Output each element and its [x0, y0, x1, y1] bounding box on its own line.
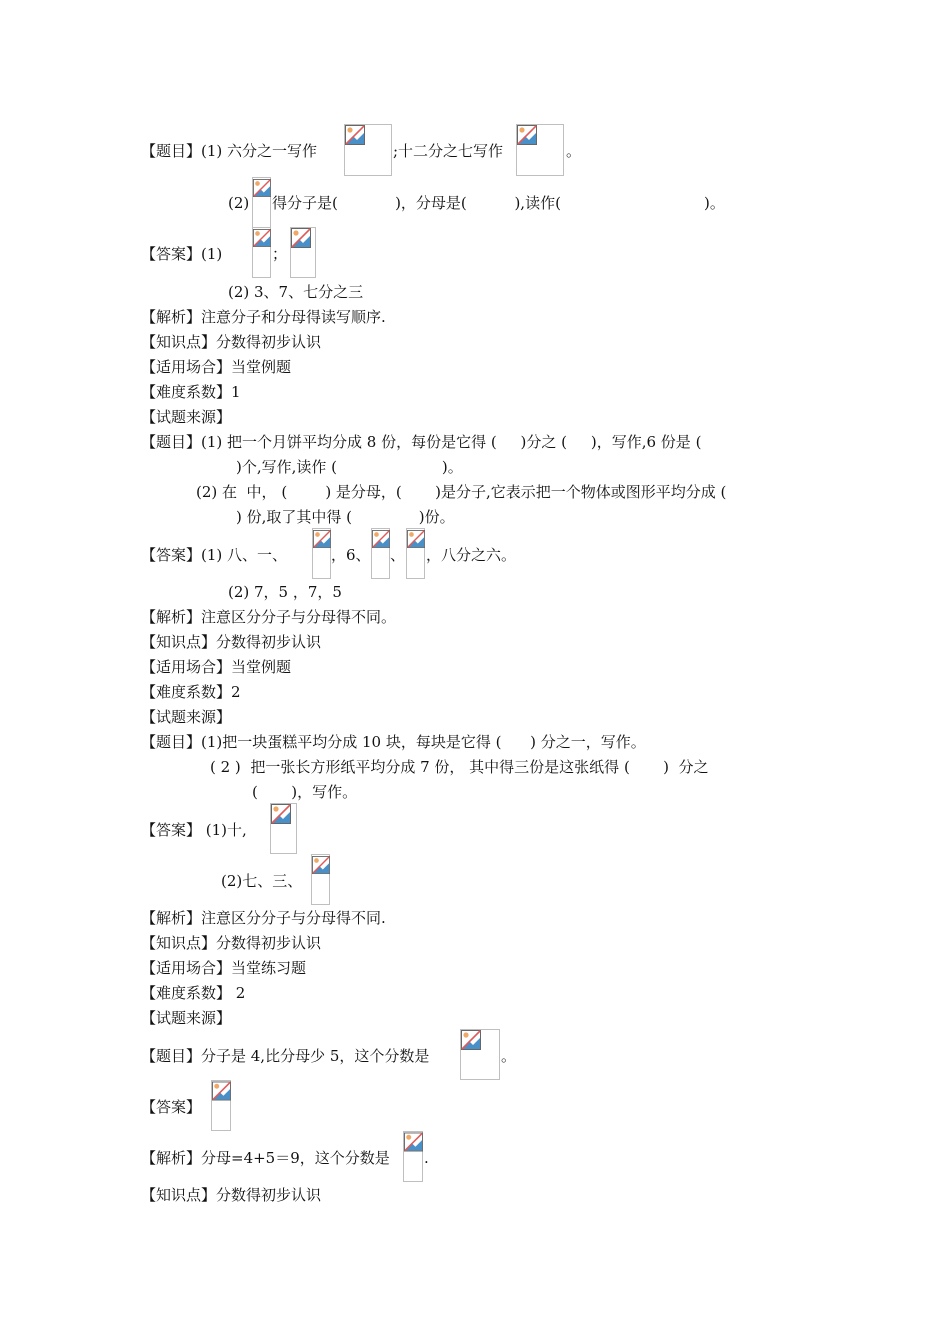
q3-scene: 【适用场合】当堂练习题	[141, 959, 307, 977]
fraction-image	[290, 227, 316, 278]
q3-title-line1: 【题目】(1)把一块蛋糕平均分成 10 块，每块是它得 ( ) 分之一，写作。	[141, 733, 646, 751]
fraction-image	[311, 854, 330, 905]
broken-image-icon	[407, 529, 425, 549]
q1-difficulty: 【难度系数】1	[141, 383, 241, 401]
q1-title-part2: ;十二分之七写作	[393, 142, 504, 160]
broken-image-icon	[345, 125, 365, 145]
broken-image-icon	[291, 228, 311, 248]
q2-source: 【试题来源】	[141, 708, 232, 726]
fraction-image	[252, 227, 271, 278]
q3-source: 【试题来源】	[141, 1009, 232, 1027]
q2-answer-2: (2) 7，5 ，7，5	[228, 583, 342, 601]
fraction-image	[406, 528, 425, 579]
fraction-image	[403, 1131, 423, 1182]
fraction-image	[270, 803, 297, 854]
q1-answer-2: (2) 3、7、七分之三	[228, 283, 364, 301]
q1-sub2-label: (2)	[228, 194, 250, 212]
broken-image-icon	[313, 529, 331, 549]
broken-image-icon	[517, 125, 537, 145]
q2-title-line3: (2) 在 中， ( ) 是分母，( )是分子,它表示把一个物体或图形平均分成 (	[196, 483, 727, 501]
fraction-image	[460, 1029, 500, 1080]
q2-answer-part2: ，6、	[331, 546, 371, 564]
q2-knowledge: 【知识点】分数得初步认识	[141, 633, 322, 651]
broken-image-icon	[461, 1030, 481, 1050]
q4-title-part1: 【题目】分子是 4,比分母少 5，这个分数是	[141, 1047, 430, 1065]
fraction-image	[344, 124, 392, 176]
q2-scene: 【适用场合】当堂例题	[141, 658, 292, 676]
q3-answer-2: (2)七、三、	[221, 872, 303, 890]
broken-image-icon	[312, 855, 330, 875]
q2-title-line4: ) 份,取了其中得 ( )份。	[236, 508, 455, 526]
q1-scene: 【适用场合】当堂例题	[141, 358, 292, 376]
q2-answer-label: 【答案】(1) 八、一、	[141, 546, 288, 564]
q3-difficulty: 【难度系数】 2	[141, 984, 246, 1002]
q2-title-line2: )个,写作,读作 ( )。	[236, 458, 463, 476]
q2-answer-part4: ，八分之六。	[426, 546, 517, 564]
q3-answer-label: 【答案】 (1)十,	[141, 821, 247, 839]
broken-image-icon	[212, 1081, 231, 1101]
broken-image-icon	[404, 1132, 423, 1152]
q3-knowledge: 【知识点】分数得初步认识	[141, 934, 322, 952]
q1-knowledge: 【知识点】分数得初步认识	[141, 333, 322, 351]
q1-title-part3: 。	[566, 142, 582, 160]
broken-image-icon	[271, 804, 291, 824]
q1-sub2-text: 得分子是( )，分母是( ),读作( )。	[272, 194, 725, 212]
q4-title-part2: 。	[501, 1047, 517, 1065]
q3-title-line2: ( 2 ) 把一张长方形纸平均分成 7 份， 其中得三份是这张纸得 ( ) 分之	[210, 758, 709, 776]
fraction-image	[312, 528, 331, 579]
q2-title-line1: 【题目】(1) 把一个月饼平均分成 8 份，每份是它得 ( )分之 ( )，写作,6 份是 (	[141, 433, 702, 451]
q4-analysis-end: .	[424, 1149, 429, 1167]
q1-title-part1: 【题目】(1) 六分之一写作	[141, 142, 318, 160]
q4-knowledge: 【知识点】分数得初步认识	[141, 1186, 322, 1204]
q1-analysis: 【解析】注意分子和分母得读写顺序.	[141, 308, 386, 326]
q2-answer-part3: 、	[390, 546, 406, 564]
q4-answer-label: 【答案】	[141, 1098, 202, 1116]
q3-analysis: 【解析】注意区分分子与分母得不同.	[141, 909, 386, 927]
q1-source: 【试题来源】	[141, 408, 232, 426]
q3-title-line3: ( )，写作。	[252, 783, 358, 801]
broken-image-icon	[253, 178, 271, 198]
fraction-image	[211, 1080, 231, 1131]
broken-image-icon	[372, 529, 390, 549]
fraction-image	[371, 528, 390, 579]
q2-analysis: 【解析】注意区分分子与分母得不同。	[141, 608, 397, 626]
q1-answer-label: 【答案】(1)	[141, 245, 223, 263]
q4-analysis: 【解析】分母=4+5＝9，这个分数是	[141, 1149, 390, 1167]
q1-answer-sep: ；	[272, 245, 288, 263]
broken-image-icon	[253, 228, 271, 248]
q2-difficulty: 【难度系数】2	[141, 683, 241, 701]
fraction-image	[252, 177, 271, 228]
fraction-image	[516, 124, 564, 176]
